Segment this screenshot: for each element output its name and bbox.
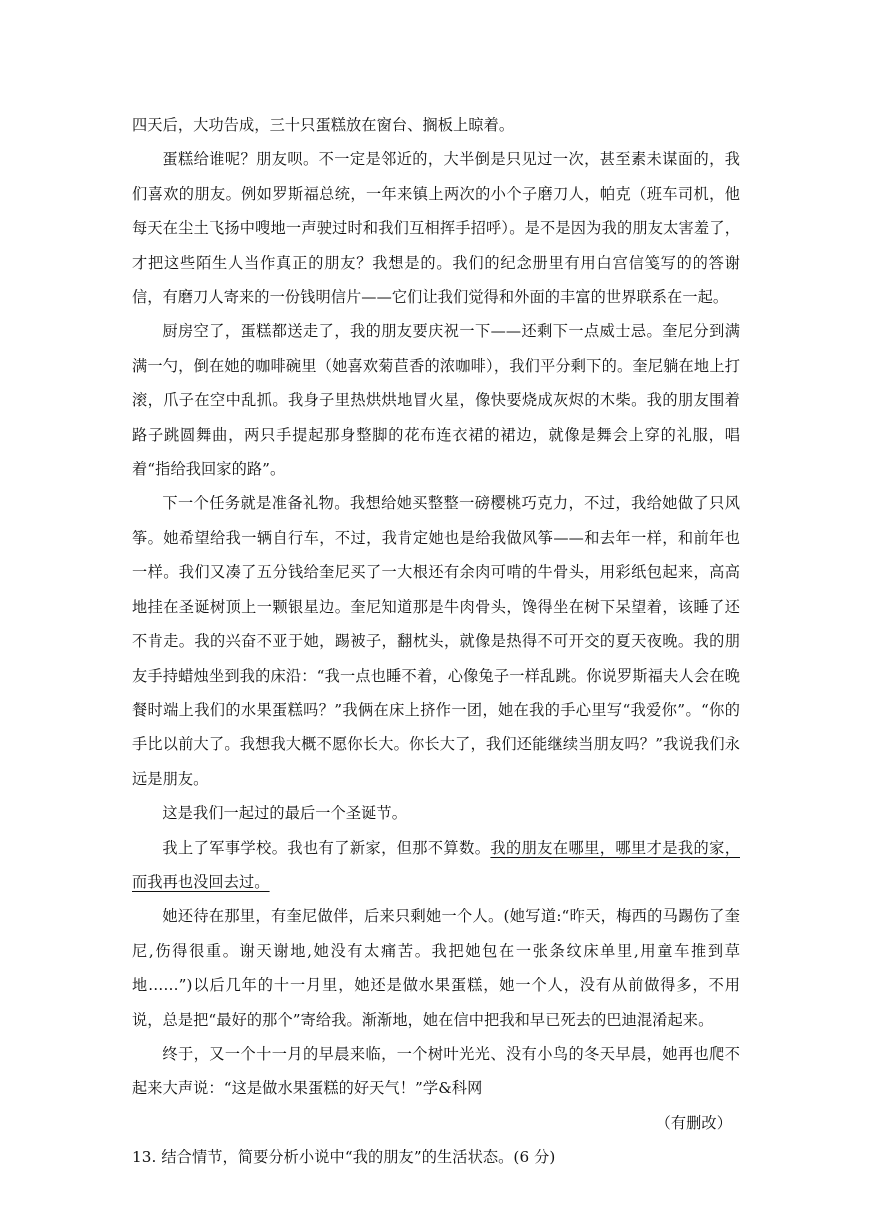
paragraph-3: 厨房空了，蛋糕都送走了，我的朋友要庆祝一下——还剩下一点威士忌。奎尼分到满满一勺，倒在她的咖啡碗里（她喜欢菊苣香的浓咖啡），我们平分剩下的。奎尼躺在地上打滚，爪子在空中乱抓。我身子里热烘烘地冒火星，像快要烧成灰烬的木柴。我的朋友围着路子跳圆舞曲，两只手提起那身整脚的花布连衣裙的裙边，就像是舞会上穿的礼服，唱着“指给我回家的路”。 xyxy=(132,322,740,479)
article-body xyxy=(132,108,740,1175)
underlined-sentence: 我的朋友在哪里，哪里才是我的家，而我再也没回去过。 xyxy=(132,838,740,891)
paragraph-4: 下一个任务就是准备礼物。我想给她买整整一磅樱桃巧克力，不过，我给她做了只风筝。她希望给我一辆自行车，不过，我肯定她也是给我做风筝——和去年一样，和前年也一样。我们又凑了五分钱给奎尼买了一大根还有余肉可啃的牛骨头，用彩纸包起来，高高地挂在圣诞树顶上一颗银星边。奎尼知道那是牛肉骨头，馋得坐在树下呆望着，该睡了还不肯走。我的兴奋不亚于她，踢被子，翻枕头，就像是热得不可开交的夏天夜晚。我的朋友手持蜡烛坐到我的床沿：“我一点也睡不着，心像兔子一样乱跳。你说罗斯福夫人会在晚餐时端上我们的水果蛋糕吗？”我俩在床上挤作一团，她在我的手心里写“我爱你”。“你的手比以前大了。我想我大概不愿你长大。你长大了，我们还能继续当朋友吗？”我说我们永远是朋友。 xyxy=(132,494,740,788)
source-note: （有删改） xyxy=(655,1113,732,1132)
paragraph-8: 终于，又一个十一月的早晨来临，一个树叶光光、没有小鸟的冬天早晨，她再也爬不起来大声说：“这是做水果蛋糕的好天气！”学&科网 xyxy=(132,1044,740,1098)
paragraph-6 xyxy=(132,831,740,900)
paragraph-2: 蛋糕给谁呢？朋友呗。不一定是邻近的，大半倒是只见过一次，甚至素未谋面的，我们喜欢的朋友。例如罗斯福总统，一年来镇上两次的小个子磨刀人，帕克（班车司机，他每天在尘土飞扬中嗖地一声驶过时和我们互相挥手招呼）。是不是因为我的朋友太害羞了，才把这些陌生人当作真正的朋友？我想是的。我们的纪念册里有用白宫信笺写的的答谢信，有磨刀人寄来的一份钱明信片——它们让我们觉得和外面的丰富的世界联系在一起。 xyxy=(132,150,740,307)
paragraph-6-text: 我上了军事学校。我也有了新家，但那不算数。 xyxy=(162,838,491,857)
paragraph-7: 她还待在那里，有奎尼做伴，后来只剩她一个人。(她写道:“昨天，梅西的马踢伤了奎尼,伤得很重。谢天谢地,她没有太痛苦。我把她包在一张条纹床单里,用童车推到草地……”)以后几年的十一月里，她还是做水果蛋糕，她一个人，没有从前做得多，不用说，总是把“最好的那个”寄给我。渐渐地，她在信中把我和早已死去的巴迪混淆起来。 xyxy=(132,907,740,1029)
paragraph-1: 四天后，大功告成，三十只蛋糕放在窗台、搁板上晾着。 xyxy=(132,116,515,134)
paragraph-5: 这是我们一起过的最后一个圣诞节。 xyxy=(162,804,407,823)
question-13: 13. 结合情节，简要分析小说中“我的朋友”的生活状态。(6 分) xyxy=(132,1148,556,1167)
